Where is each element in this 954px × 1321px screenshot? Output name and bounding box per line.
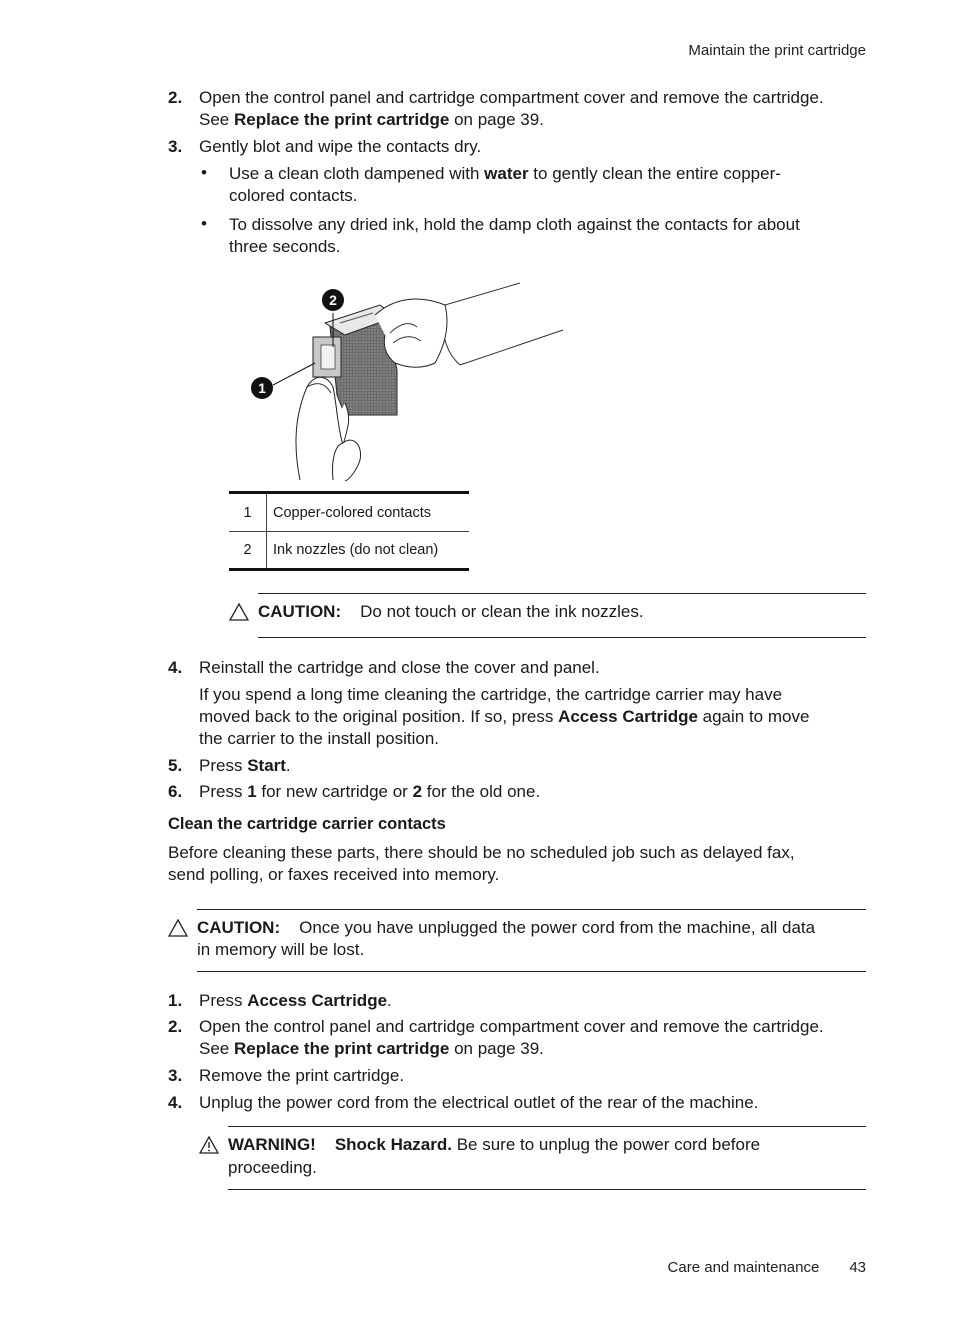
caution-top-rule (197, 909, 866, 910)
legend-number: 1 (229, 494, 267, 531)
running-header: Maintain the print cartridge (688, 42, 866, 59)
step-number: 3. (168, 137, 183, 156)
cross-reference-link[interactable]: Replace the print cartridge (233, 110, 450, 129)
page-number: 43 (849, 1259, 866, 1276)
step-text: Press Start. (199, 756, 291, 775)
legend-label: Copper-colored contacts (273, 504, 431, 521)
step-text: Remove the print cartridge. (199, 1066, 405, 1085)
step-number: 2. (168, 88, 183, 107)
step-number: 4. (168, 1093, 183, 1112)
page-footer (668, 1259, 866, 1276)
section-paragraph: Before cleaning these parts, there should be no scheduled job such as delayed fax, (168, 843, 795, 862)
caution-bottom-rule (258, 637, 866, 638)
step-text: Open the control panel and cartridge compartment cover and remove the cartridge. (199, 1017, 824, 1036)
figure-legend-table (229, 491, 469, 571)
step-text: See Replace the print cartridge on page 39. (199, 110, 544, 129)
bullet-text: Use a clean cloth dampened with water to gently clean the entire copper- (229, 164, 781, 183)
step-paragraph: moved back to the original position. If so, press Access Cartridge again to move (199, 707, 810, 726)
section-heading: Clean the cartridge carrier contacts (168, 815, 446, 833)
step-number: 1. (168, 991, 183, 1010)
caution-note: CAUTION: Do not touch or clean the ink nozzles. (258, 602, 644, 621)
step-text: Open the control panel and cartridge compartment cover and remove the cartridge. (199, 88, 824, 107)
cartridge-illustration (245, 275, 575, 485)
step-text: Unplug the power cord from the electrical outlet of the rear of the machine. (199, 1093, 759, 1112)
step-number: 6. (168, 782, 183, 801)
step-paragraph: If you spend a long time cleaning the cartridge, the cartridge carrier may have (199, 685, 783, 704)
caution-bottom-rule (197, 971, 866, 972)
bullet-icon: • (201, 163, 207, 182)
warning-note: WARNING! Shock Hazard. Be sure to unplug the power cord before (228, 1135, 761, 1154)
caution-triangle-icon (229, 603, 249, 621)
caution-triangle-icon (168, 919, 188, 937)
step-number: 4. (168, 658, 183, 677)
warning-triangle-icon (199, 1136, 219, 1154)
section-paragraph: send polling, or faxes received into memory. (168, 865, 500, 884)
callout-1: 1 (258, 380, 266, 396)
step-paragraph: the carrier to the install position. (199, 729, 440, 748)
step-number: 5. (168, 756, 183, 775)
caution-top-rule (258, 593, 866, 594)
caution-note: in memory will be lost. (197, 940, 365, 959)
warning-bottom-rule (228, 1189, 866, 1190)
caution-note: CAUTION: Once you have unplugged the power cord from the machine, all data (197, 918, 816, 937)
footer-section: Care and maintenance (667, 1259, 820, 1276)
callout-2: 2 (329, 292, 337, 308)
step-number: 3. (168, 1066, 183, 1085)
bullet-text: To dissolve any dried ink, hold the damp cloth against the contacts for about (229, 215, 800, 234)
step-text: Gently blot and wipe the contacts dry. (199, 137, 482, 156)
warning-top-rule (228, 1126, 866, 1127)
table-row (229, 494, 469, 531)
bullet-icon: • (201, 214, 207, 233)
step-text: Press Access Cartridge. (199, 991, 392, 1010)
step-text: Press 1 for new cartridge or 2 for the old one. (199, 782, 541, 801)
bullet-text: three seconds. (229, 237, 341, 256)
table-row (229, 531, 469, 568)
legend-label: Ink nozzles (do not clean) (273, 542, 439, 558)
bullet-text: colored contacts. (229, 186, 358, 205)
warning-note: proceeding. (228, 1158, 317, 1177)
step-text: Reinstall the cartridge and close the cover and panel. (199, 658, 600, 677)
legend-number: 2 (229, 532, 267, 568)
cross-reference-link[interactable]: Replace the print cartridge (233, 1039, 450, 1058)
step-text: See Replace the print cartridge on page 39. (199, 1039, 544, 1058)
step-number: 2. (168, 1017, 183, 1036)
